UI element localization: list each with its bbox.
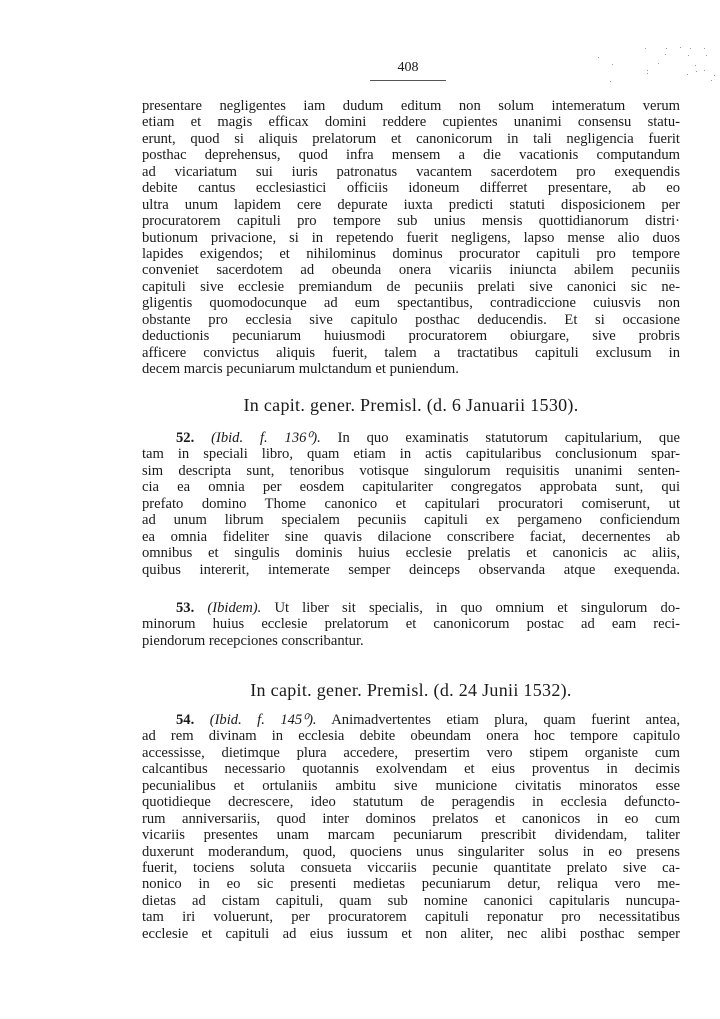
section-54-line: pecunialibus et ortulaniis ambitu sive municione civitatis minoratos esse	[142, 777, 680, 794]
section-53	[142, 600, 680, 649]
section-54	[142, 712, 680, 942]
section-54-line: tam iri voluerunt, per procuratorem capituli reponatur pro necessitatibus	[142, 909, 680, 926]
section-heading-1: In capit. gener. Premisl. (d. 6 Januarii 1530).	[243, 395, 579, 415]
paragraph-continuation-line: conveniet sacerdotem ad obeunda onera vicariis iniuncta abilem pecuniis	[142, 262, 680, 279]
section-52-line: sim descripta sunt, tenoribus votisque singulorum requisitis unanimi senten-	[142, 462, 680, 479]
section-53-line: piendorum recepciones conscribantur.	[142, 632, 364, 649]
section-52-first-line-text: In quo examinatis statutorum capitularium, que	[337, 430, 680, 446]
page-number: 408	[397, 60, 419, 75]
section-52-line: ad unum librum specialem pecuniis capituli ex pergameno conficiendum	[142, 512, 680, 529]
paragraph-continuation-line: posthac deprehensus, quod infra mensem a die vacationis computandum	[142, 147, 680, 164]
section-54-line: dietas ad cistam capituli, quam sub nomine canonici capitularis nuncupa-	[142, 892, 680, 909]
section-52-line: cia ea omnia per eosdem capitulariter congregatos approbata sunt, qui	[142, 479, 680, 496]
section-53-first-line-text: Ut liber sit specialis, in quo omnium et singulorum do-	[274, 600, 680, 616]
paragraph-continuation-line: erunt, quod si aliquis prelatorum et canonicorum in tali negligencia fuerit	[142, 130, 680, 147]
paragraph-continuation-line: decem marcis pecuniarum mulctandum et puniendum.	[142, 361, 459, 377]
section-53-number: 53.	[176, 600, 195, 616]
section-54-line: calcantibus necessario quotannis exolvendam et eius proventus in decimis	[142, 761, 680, 778]
paragraph-continuation-line: lapides exigendos; et nihilominus dominus procurator capituli pro tempore	[142, 245, 680, 262]
section-54-body	[142, 728, 680, 942]
paragraph-continuation-line: obstante pro ecclesia sive capitulo posthac deducendis. Et si occasione	[142, 311, 680, 328]
section-54-line: nonico in eo sic presenti medietas pecuniarum detur, reliqua vero me-	[142, 876, 680, 893]
section-52-line: ea omnia fideliter sine quavis dilacione conscribere faciat, decernentes ab	[142, 528, 680, 545]
section-52-first-line	[142, 430, 680, 446]
section-54-line: rum anniversariis, quod inter dominos prelatos et canonicos in eo cum	[142, 810, 680, 827]
section-54-line: fuerit, tociens soluta consueta viccariis pecunie quantitate prelato sive ca-	[142, 859, 680, 876]
paragraph-continuation-line: ad vicariatum sui iuris patronatus vacantem sacerdotem pro exequendis	[142, 163, 680, 180]
section-53-first-line	[142, 600, 680, 616]
page-number-rule	[370, 80, 446, 81]
paragraph-continuation-line: butionum privacione, si in repetendo fuerit negligens, lapso mense alio duos	[142, 229, 680, 246]
paragraph-continuation-line: presentare negligentes iam dudum editum non solum intemeratum verum	[142, 98, 680, 114]
section-54-first-line-text: Animadvertentes etiam plura, quam fuerint antea,	[331, 712, 680, 728]
section-54-reference: (Ibid. f. 145⁰).	[209, 712, 317, 728]
paragraph-continuation	[142, 98, 680, 377]
section-54-line: quotidieque decrescere, ideo statutum de peragendis in ecclesia defuncto-	[142, 794, 680, 811]
section-54-line: vicariis presentes unam marcam pecuniarum prescribit dividendam, taliter	[142, 827, 680, 844]
section-52-line: omnibus et singulis dominis huius ecclesie prelatis et canonicis ac aliis,	[142, 545, 680, 562]
section-54-line: duxerunt moderandum, quod, quociens unus singulariter solus in eo presens	[142, 843, 680, 860]
paragraph-continuation-line: procuratorem capituli pro tempore sub unius mensis quottidianorum distri·	[142, 213, 680, 230]
section-52-line: prefato domino Thome canonico et capitulari procuratori comiserunt, ut	[142, 495, 680, 512]
section-54-line: accessisse, dietimque plura accedere, presertim vero stipem organiste cum	[142, 744, 680, 761]
section-52-line: tam in speciali libro, quam etiam in actis capitularibus conclusionum spar-	[142, 446, 680, 463]
section-53-line: minorum huius ecclesie prelatorum et canonicorum postac ad eam reci-	[142, 616, 680, 633]
section-52	[142, 430, 680, 578]
section-53-body	[142, 616, 680, 649]
section-52-line: quibus intererit, intemerate semper deinceps observanda atque exequenda.	[142, 561, 680, 578]
section-52-body	[142, 446, 680, 578]
paragraph-continuation-line: ultra unum lapidem cere depurate iuxta predicti statuti disposicionem per	[142, 196, 680, 213]
section-heading-2: In capit. gener. Premisl. (d. 24 Junii 1532).	[250, 680, 572, 700]
section-52-number: 52.	[176, 430, 195, 446]
section-54-line: ad rem divinam in ecclesia debite obeundam onera hoc tempore capitulo	[142, 728, 680, 745]
paragraph-continuation-line: afficere convictus aliquis fuerit, talem a tractatibus capituli exclusum in	[142, 344, 680, 361]
paragraph-continuation-line: deductionis pecuniarum huiusmodi procuratorem obiurgare, sive probris	[142, 328, 680, 345]
section-54-line: ecclesie et capituli ad eius iussum et non aliter, nec alibi posthac semper	[142, 925, 680, 942]
paragraph-continuation-line: etiam et magis efficax domini reddere cupientes unanimi consensu statu-	[142, 114, 680, 131]
section-53-reference: (Ibidem).	[207, 600, 262, 616]
section-54-first-line	[142, 712, 680, 728]
paragraph-continuation-line: debite cantus ecclesiastici officiis idoneum differret presentare, ab eo	[142, 180, 680, 197]
section-54-number: 54.	[176, 712, 195, 728]
paragraph-continuation-line: gligentis quomodocunque ad eum spectantibus, contradiccione cuiusvis non	[142, 295, 680, 312]
paragraph-continuation-line: capituli sive ecclesie premiandum de pecuniis prelati sive canonici sic ne-	[142, 278, 680, 295]
section-52-reference: (Ibid. f. 136⁰).	[211, 430, 321, 446]
